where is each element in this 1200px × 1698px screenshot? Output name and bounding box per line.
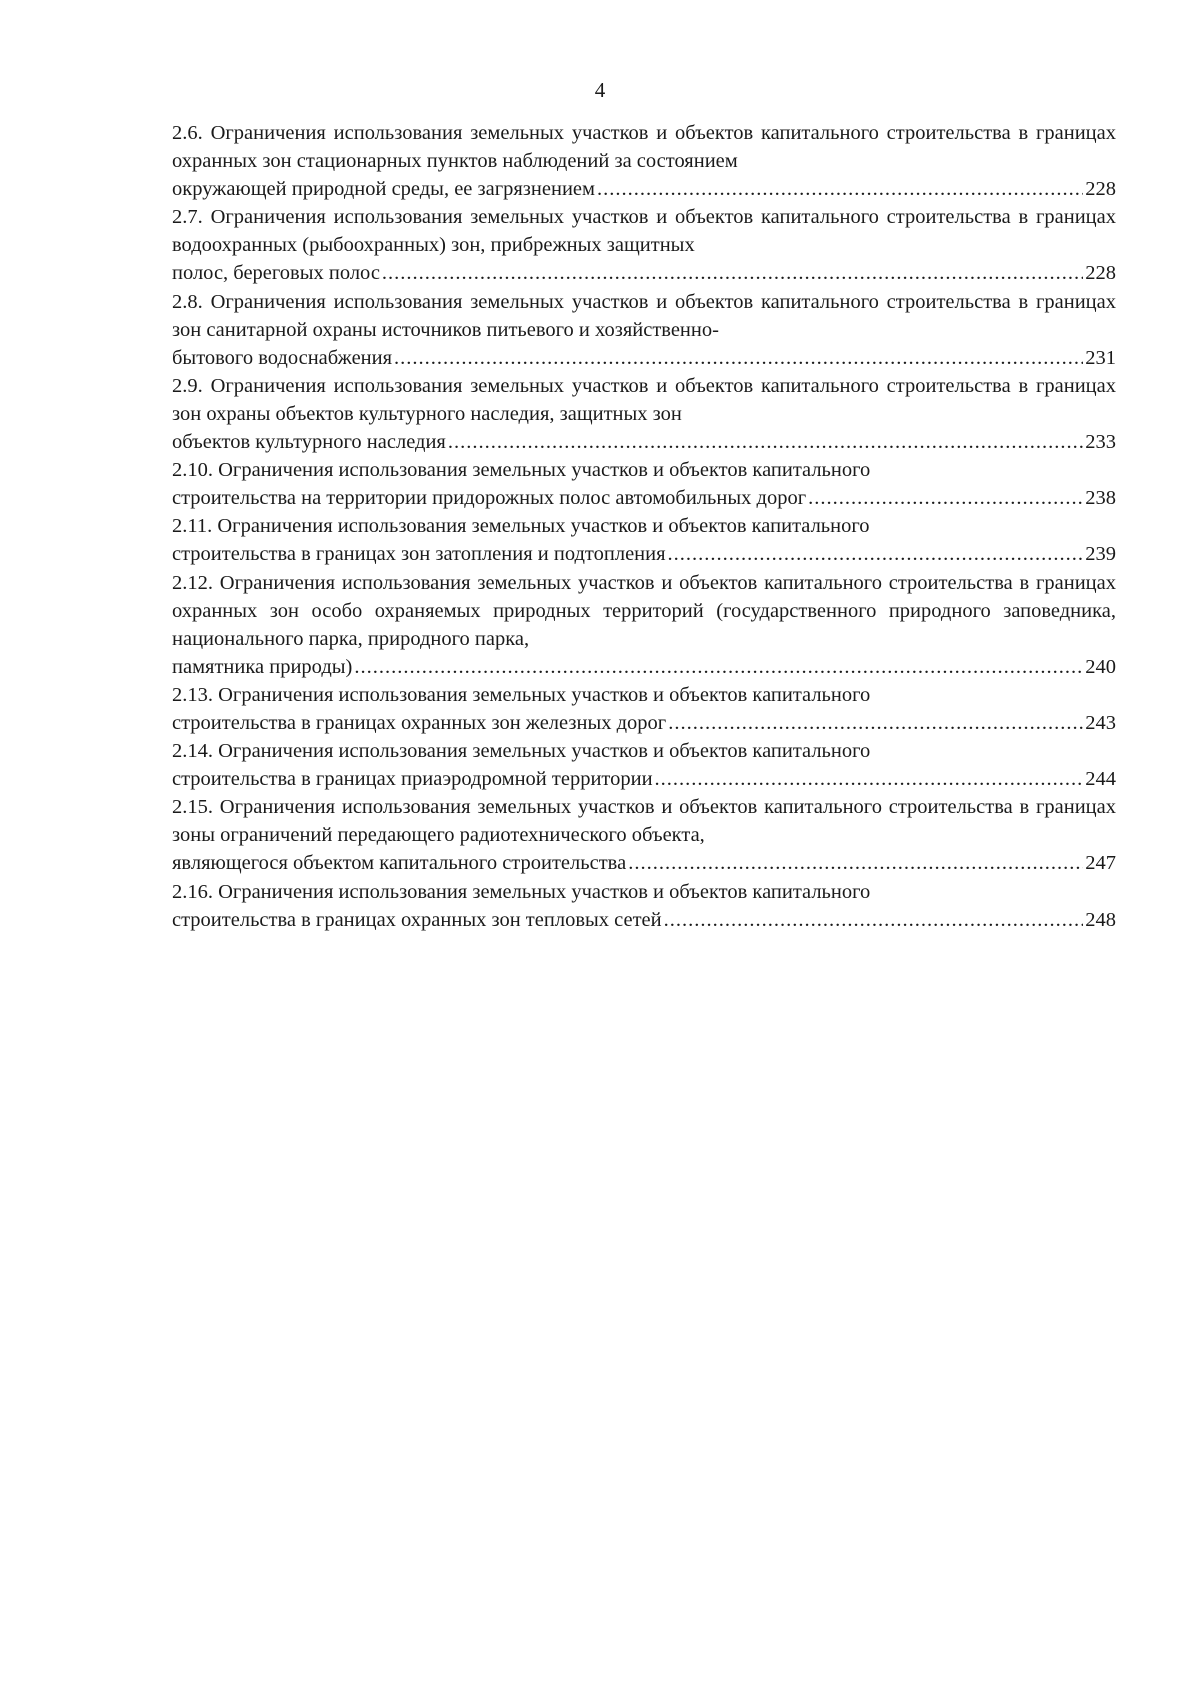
dot-leader [394, 344, 1083, 372]
toc-page-number: 238 [1085, 487, 1116, 510]
toc-entry-tail: полос, береговых полос [172, 262, 380, 285]
toc-entry-2-12[interactable] [172, 569, 1116, 681]
toc-entry-last-line [172, 259, 1116, 287]
toc-entry-2-14[interactable] [172, 737, 1116, 793]
toc-entry-2-11[interactable] [172, 512, 1116, 568]
dot-leader [628, 849, 1083, 877]
dot-leader [668, 709, 1083, 737]
toc-entry-text: 2.10. Ограничения использования земельных участков и объектов капитального [172, 459, 871, 482]
toc-page-number: 244 [1085, 768, 1116, 791]
toc-page-number: 247 [1085, 852, 1116, 875]
toc-entry-last-line [172, 849, 1116, 877]
toc-entry-last-line [172, 906, 1116, 934]
toc-page-number: 239 [1085, 543, 1116, 566]
dot-leader [808, 484, 1083, 512]
toc-entry-text: 2.7. Ограничения использования земельных участков и объектов капитального строительства в границах водоохранных (рыбоохранных) зон, прибрежных защитных [172, 206, 1116, 257]
toc-entry-text: 2.13. Ограничения использования земельных участков и объектов капитального [172, 683, 871, 706]
toc-entry-tail: являющегося объектом капитального строительства [172, 852, 627, 875]
toc-entry-2-13[interactable] [172, 681, 1116, 737]
toc-entry-last-line [172, 428, 1116, 456]
toc-entry-last-line [172, 484, 1116, 512]
page-number: 4 [594, 78, 606, 102]
toc-entry-text: 2.16. Ограничения использования земельных участков и объектов капитального [172, 880, 871, 903]
dot-leader [655, 765, 1084, 793]
toc-entry-text: 2.6. Ограничения использования земельных участков и объектов капитального строительства в границах охранных зон стационарных пунктов наблюдений за состоянием [172, 122, 1116, 173]
toc-entry-last-line [172, 653, 1116, 681]
toc-page-number: 228 [1085, 262, 1116, 285]
toc-entry-2-15[interactable] [172, 793, 1116, 877]
toc-page-number: 231 [1085, 346, 1116, 369]
toc-entry-last-line [172, 765, 1116, 793]
toc-page-number: 248 [1085, 908, 1116, 931]
toc-entry-tail: строительства на территории придорожных полос автомобильных дорог [172, 487, 807, 510]
toc-entry-tail: строительства в границах приаэродромной территории [172, 768, 653, 791]
dot-leader [354, 653, 1083, 681]
dot-leader [597, 175, 1083, 203]
dot-leader [448, 428, 1083, 456]
toc-entry-tail: строительства в границах охранных зон тепловых сетей [172, 908, 662, 931]
toc-entry-tail: строительства в границах зон затопления и подтопления [172, 543, 666, 566]
toc-entry-2-10[interactable] [172, 456, 1116, 512]
dot-leader [664, 906, 1084, 934]
toc-entry-text: 2.11. Ограничения использования земельных участков и объектов капитального [172, 515, 870, 538]
toc-page-number: 228 [1085, 178, 1116, 201]
toc-entry-tail: бытового водоснабжения [172, 346, 393, 369]
toc-entry-2-9[interactable] [172, 372, 1116, 456]
dot-leader [668, 540, 1084, 568]
toc-entry-text: 2.15. Ограничения использования земельных участков и объектов капитального строительства в границах зоны ограничений передающего радиотехнического объекта, [172, 796, 1116, 847]
toc-entry-text: 2.12. Ограничения использования земельных участков и объектов капитального строительства в границах охранных зон особо охраняемых природных территорий (государственного природного заповедника, национального парка, природного парка, [172, 571, 1116, 650]
toc-entry-tail: окружающей природной среды, ее загрязнением [172, 178, 595, 201]
toc-entry-last-line [172, 344, 1116, 372]
toc-entry-text: 2.14. Ограничения использования земельных участков и объектов капитального [172, 740, 871, 763]
toc-entry-last-line [172, 175, 1116, 203]
toc-entry-text: 2.8. Ограничения использования земельных участков и объектов капитального строительства в границах зон санитарной охраны источников питьевого и хозяйственно- [172, 290, 1116, 341]
toc-entry-2-6[interactable] [172, 119, 1116, 203]
toc-page-number: 243 [1085, 711, 1116, 734]
toc-entry-tail: объектов культурного наследия [172, 431, 446, 454]
toc-entry-tail: строительства в границах охранных зон железных дорог [172, 711, 667, 734]
toc-entry-2-8[interactable] [172, 288, 1116, 372]
dot-leader [382, 259, 1083, 287]
toc-entry-last-line [172, 540, 1116, 568]
table-of-contents [172, 119, 1116, 934]
toc-page-number: 233 [1085, 431, 1116, 454]
toc-entry-2-7[interactable] [172, 203, 1116, 287]
toc-page-number: 240 [1085, 655, 1116, 678]
toc-entry-tail: памятника природы) [172, 655, 353, 678]
toc-entry-2-16[interactable] [172, 878, 1116, 934]
toc-entry-text: 2.9. Ограничения использования земельных участков и объектов капитального строительства в границах зон охраны объектов культурного наследия, защитных зон [172, 374, 1116, 425]
toc-entry-last-line [172, 709, 1116, 737]
